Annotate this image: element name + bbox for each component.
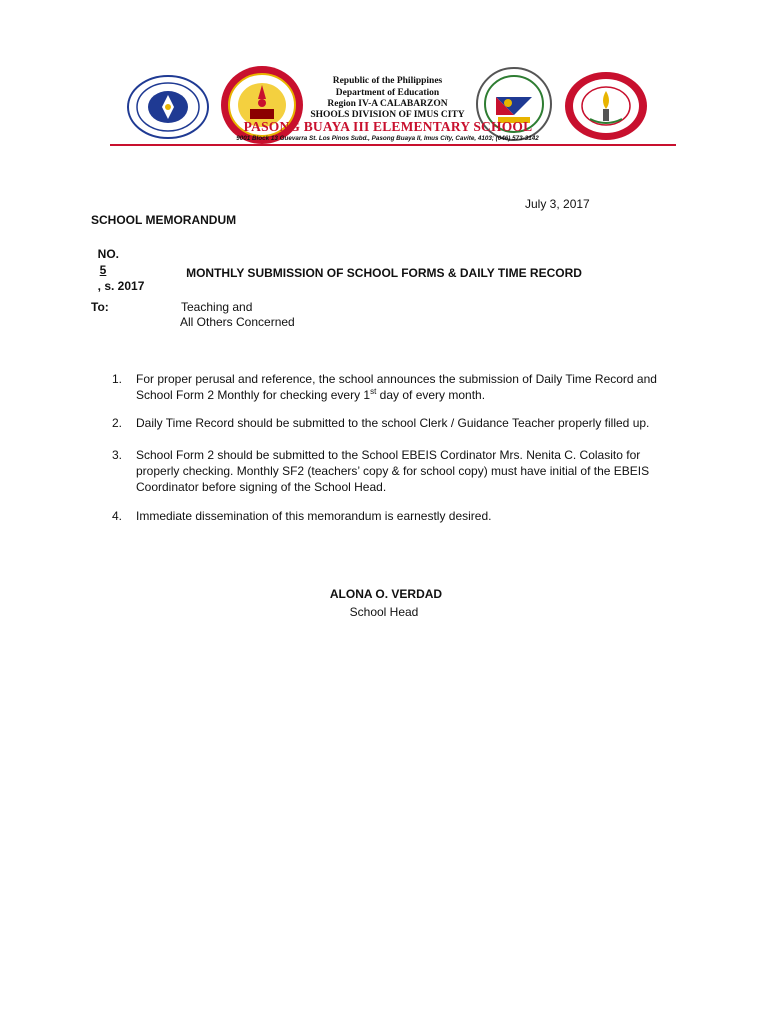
- letterhead-line-republic: Republic of the Philippines: [332, 76, 443, 86]
- memo-subject: MONTHLY SUBMISSION OF SCHOOL FORMS & DAILY TIME RECORD: [186, 266, 582, 280]
- letterhead-line-region: Region IV-A CALABARZON: [327, 99, 448, 109]
- list-item-superscript: st: [370, 387, 377, 396]
- signatory-title: School Head: [349, 605, 419, 619]
- signatory-name: ALONA O. VERDAD: [329, 587, 443, 601]
- memo-number-prefix: NO.: [97, 247, 120, 261]
- list-item-text: School Form 2 should be submitted to the School EBEIS Cordinator Mrs. Nenita C. Colasito for properly checking. Monthly SF2 (teachers’ copy & for school copy) must have initial of the EBEIS Coordinator before signing of the School Head.: [136, 448, 650, 494]
- list-item-number: 4.: [112, 509, 123, 523]
- list-item-number: 3.: [112, 448, 123, 462]
- list-item-text: Immediate dissemination of this memorandum is earnestly desired.: [136, 509, 492, 523]
- school-name: PASONG BUAYA III ELEMENTARY SCHOOL: [243, 119, 533, 134]
- memo-heading: SCHOOL MEMORANDUM: [91, 213, 237, 227]
- list-item-text: Daily Time Record should be submitted to the school Clerk / Guidance Teacher properly filled up.: [136, 416, 650, 430]
- memo-number-suffix: , s. 2017: [97, 279, 145, 293]
- memo-number-line: [91, 230, 144, 294]
- letterhead-line-division: SHOOLS DIVISION OF IMUS CITY: [310, 110, 465, 120]
- deped-seal-icon: [127, 75, 209, 139]
- memo-date: July 3, 2017: [525, 197, 590, 211]
- memo-to-label: To:: [91, 300, 109, 314]
- list-item-text-part: day of every month.: [376, 388, 486, 402]
- memo-to-line2: All Others Concerned: [180, 315, 295, 329]
- letterhead-line-department: Department of Education: [335, 88, 440, 98]
- list-item-number: 1.: [112, 372, 123, 386]
- list-item-text: [136, 371, 681, 403]
- memo-number: 5: [99, 263, 107, 277]
- list-item-text-part: For proper perusal and reference, the school announces the submission of Daily Time Record and School Form 2 Monthly for checking every 1: [136, 372, 657, 402]
- school-address: 9001 Block 13 Guevarra St. Los Pinos Subd., Pasong Buaya II, Imus City, Cavite, 4103; (046) 573-3142: [236, 135, 539, 142]
- memo-to-line1: Teaching and: [181, 300, 253, 314]
- list-item-number: 2.: [112, 416, 123, 430]
- letterhead-rule: [110, 144, 676, 146]
